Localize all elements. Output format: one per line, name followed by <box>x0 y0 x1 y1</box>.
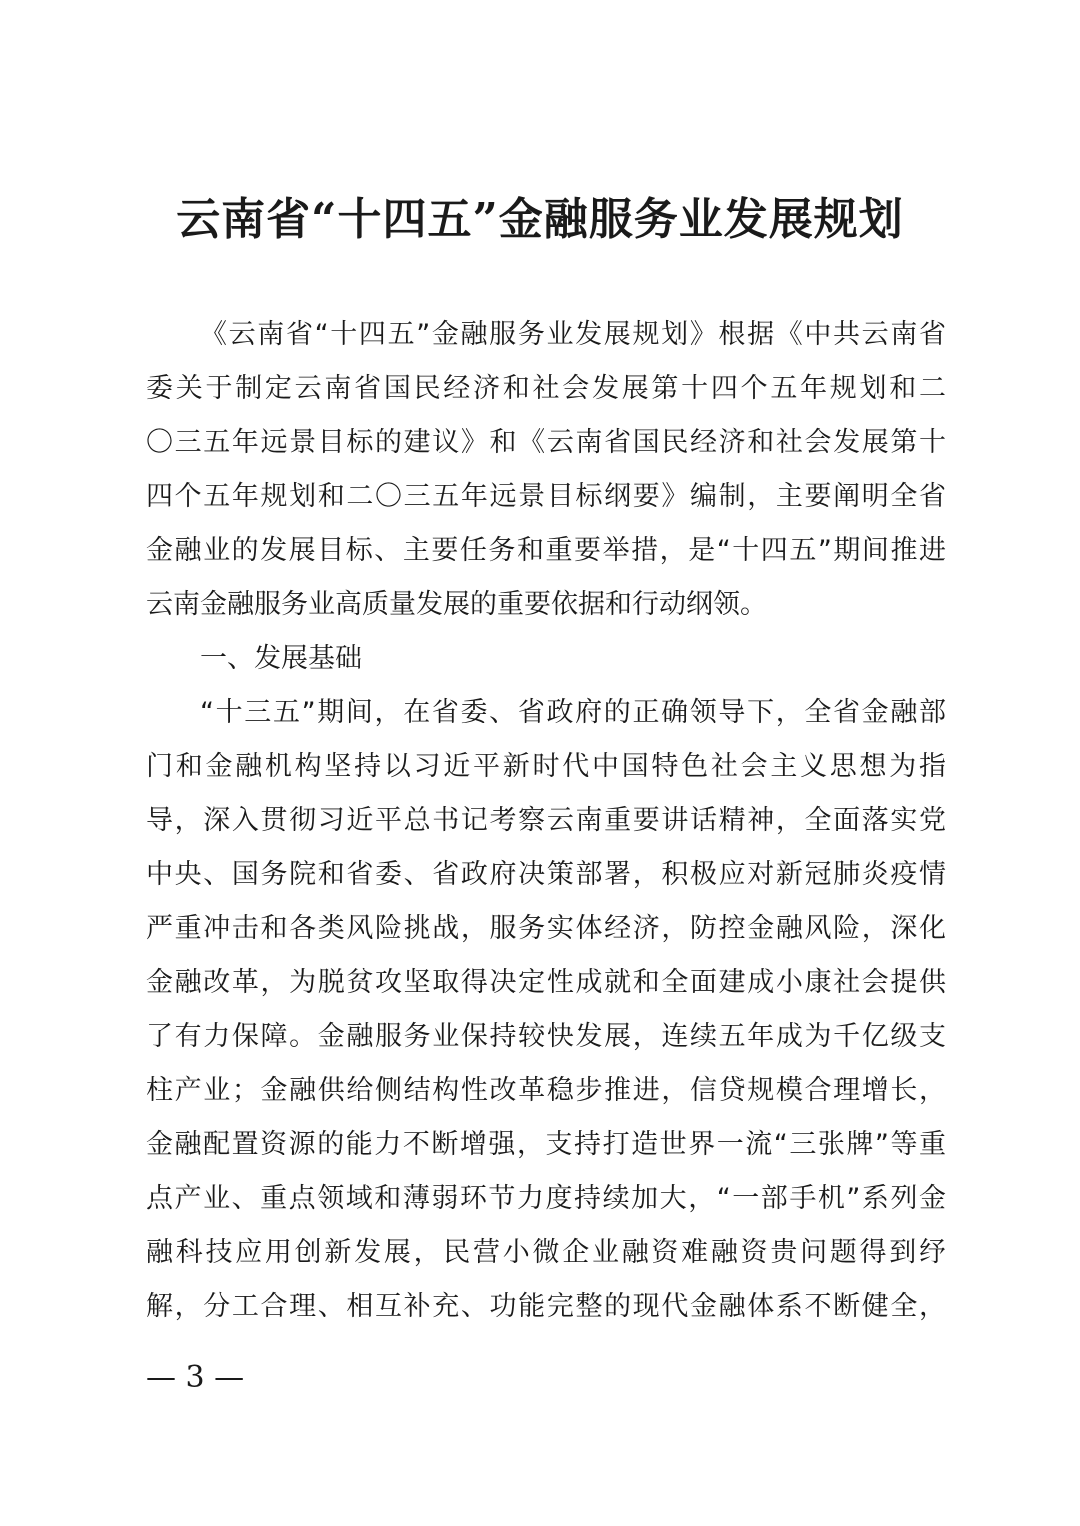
paragraph-line: 了有力保障。金融服务业保持较快发展，连续五年成为千亿级支 <box>146 1021 946 1052</box>
paragraph-line: 委关于制定云南省国民经济和社会发展第十四个五年规划和二 <box>146 373 946 404</box>
paragraph-line: 严重冲击和各类风险挑战，服务实体经济，防控金融风险，深化 <box>146 913 946 944</box>
paragraph-line: 点产业、重点领域和薄弱环节力度持续加大，“一部手机”系列金 <box>146 1183 946 1214</box>
paragraph-development-basis <box>146 686 946 1334</box>
paragraph-intro <box>146 308 946 632</box>
paragraph-line: 《云南省“十四五”金融服务业发展规划》根据《中共云南省 <box>200 319 946 350</box>
paragraph-line: 四个五年规划和二〇三五年远景目标纲要》编制，主要阐明全省 <box>146 481 946 512</box>
page-number: — 3 — <box>146 1360 245 1395</box>
paragraph-line: “十三五”期间，在省委、省政府的正确领导下，全省金融部 <box>200 697 946 728</box>
paragraph-line: 柱产业；金融供给侧结构性改革稳步推进，信贷规模合理增长， <box>146 1075 946 1106</box>
paragraph-line: 解，分工合理、相互补充、功能完整的现代金融体系不断健全， <box>146 1291 946 1322</box>
paragraph-line: 中央、国务院和省委、省政府决策部署，积极应对新冠肺炎疫情 <box>146 859 946 890</box>
paragraph-line: 金融改革，为脱贫攻坚取得决定性成就和全面建成小康社会提供 <box>146 967 946 998</box>
section-heading: 一、发展基础 <box>200 643 362 674</box>
paragraph-line: 门和金融机构坚持以习近平新时代中国特色社会主义思想为指 <box>146 751 946 782</box>
document-body <box>146 308 946 1334</box>
document-title: 云南省“十四五”金融服务业发展规划 <box>176 194 904 245</box>
paragraph-line: 〇三五年远景目标的建议》和《云南省国民经济和社会发展第十 <box>146 427 946 458</box>
paragraph-line: 融科技应用创新发展，民营小微企业融资难融资贵问题得到纾 <box>146 1237 946 1268</box>
paragraph-line: 导，深入贯彻习近平总书记考察云南重要讲话精神，全面落实党 <box>146 805 946 836</box>
paragraph-line: 金融配置资源的能力不断增强，支持打造世界一流“三张牌”等重 <box>146 1129 946 1160</box>
paragraph-line: 云南金融服务业高质量发展的重要依据和行动纲领。 <box>146 589 767 620</box>
paragraph-line: 金融业的发展目标、主要任务和重要举措，是“十四五”期间推进 <box>146 535 946 566</box>
